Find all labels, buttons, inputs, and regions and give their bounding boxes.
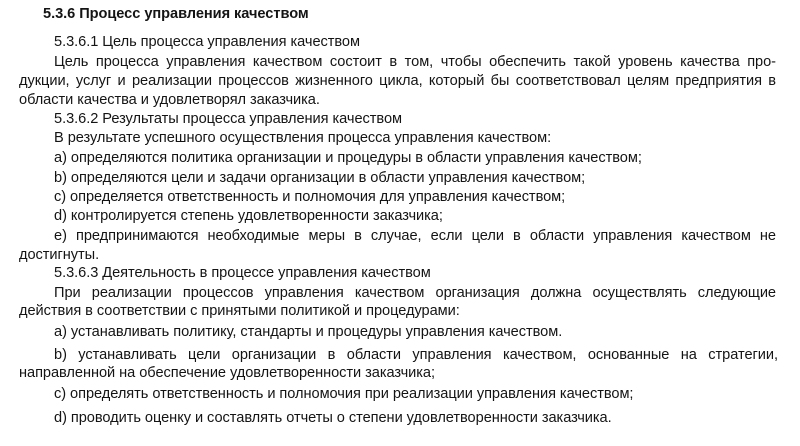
paragraph-line: При реализации процессов управления качеством организация должна осуществлять следующие <box>54 285 776 301</box>
paragraph-line: В результате успешного осуществления процесса управления качеством: <box>54 130 552 146</box>
list-item: e) предпринимаются необходимые меры в случае, если цели в области управления качеством не <box>54 228 776 244</box>
subsection-heading: 5.3.6.2 Результаты процесса управления качеством <box>54 111 402 127</box>
list-item: b) устанавливать цели организации в области управления качеством, основанные на стратегии, <box>54 347 778 363</box>
list-item: достигнуты. <box>19 247 100 263</box>
list-item: c) определяется ответственность и полномочия для управления качеством; <box>54 189 566 205</box>
paragraph-line: Цель процесса управления качеством состоит в том, чтобы обеспечить такой уровень качества про- <box>54 54 776 70</box>
list-item: c) определять ответственность и полномочия при реализации управления качеством; <box>54 386 634 402</box>
paragraph-line: дукции, услуг и реализации процессов жизненного цикла, который бы соответствовал целям предприятия в <box>19 73 776 89</box>
list-item: d) контролируется степень удовлетворенности заказчика; <box>54 208 443 224</box>
paragraph-line: области качества и удовлетворял заказчика. <box>19 92 320 108</box>
section-title: 5.3.6 Процесс управления качеством <box>43 6 309 22</box>
list-item: a) определяются политика организации и процедуры в области управления качеством; <box>54 150 642 166</box>
subsection-heading: 5.3.6.3 Деятельность в процессе управления качеством <box>54 265 431 281</box>
list-item: d) проводить оценку и составлять отчеты о степени удовлетворенности заказчика. <box>54 410 612 426</box>
list-item: a) устанавливать политику, стандарты и процедуры управления качеством. <box>54 324 563 340</box>
list-item: b) определяются цели и задачи организации в области управления качеством; <box>54 170 586 186</box>
list-item: направленной на обеспечение удовлетворенности заказчика; <box>19 365 435 381</box>
paragraph-line: действия в соответствии с принятыми политикой и процедурами: <box>19 303 460 319</box>
subsection-heading: 5.3.6.1 Цель процесса управления качеством <box>54 34 360 50</box>
